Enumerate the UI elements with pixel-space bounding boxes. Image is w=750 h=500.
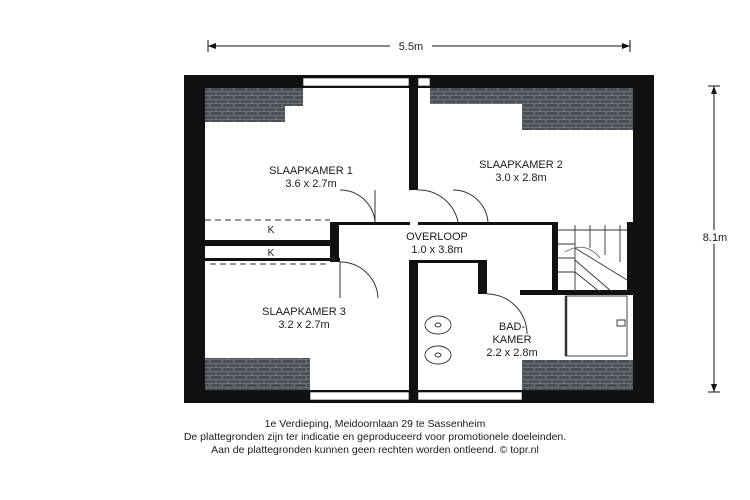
width-label: 5.5m — [398, 41, 424, 53]
room-size-slaapkamer1: 3.6 x 2.7m — [285, 178, 337, 190]
room-size-badkamer: 2.2 x 2.8m — [486, 347, 538, 359]
caption-line-2: De plattegronden zijn ter indicatie en geproduceerd voor promotionele doeleinden. — [183, 431, 567, 443]
caption-line-3: Aan de plattegronden kunnen geen rechten worden ontleend. © topr.nl — [211, 444, 539, 456]
width-dimension — [208, 38, 630, 53]
height-dimension — [696, 86, 736, 392]
room-size-slaapkamer3: 3.2 x 2.7m — [278, 319, 330, 331]
room-name-badkamer-1: BAD- — [498, 321, 526, 333]
room-name-slaapkamer2: SLAAPKAMER 2 — [479, 159, 563, 171]
room-size-slaapkamer2: 3.0 x 2.8m — [495, 172, 547, 184]
caption — [0, 418, 750, 457]
closet-label-1: K — [267, 225, 275, 236]
closet-label-2: K — [267, 248, 275, 259]
room-name-overloop: OVERLOOP — [406, 231, 468, 243]
room-name-badkamer-2: KAMER — [492, 334, 532, 346]
caption-line-1: 1e Verdieping, Meidoornlaan 29 te Sassenheim — [264, 418, 486, 430]
room-name-slaapkamer1: SLAAPKAMER 1 — [269, 165, 353, 177]
room-size-overloop: 1.0 x 3.8m — [411, 244, 463, 256]
room-name-slaapkamer3: SLAAPKAMER 3 — [262, 306, 346, 318]
height-label: 8.1m — [702, 232, 728, 244]
